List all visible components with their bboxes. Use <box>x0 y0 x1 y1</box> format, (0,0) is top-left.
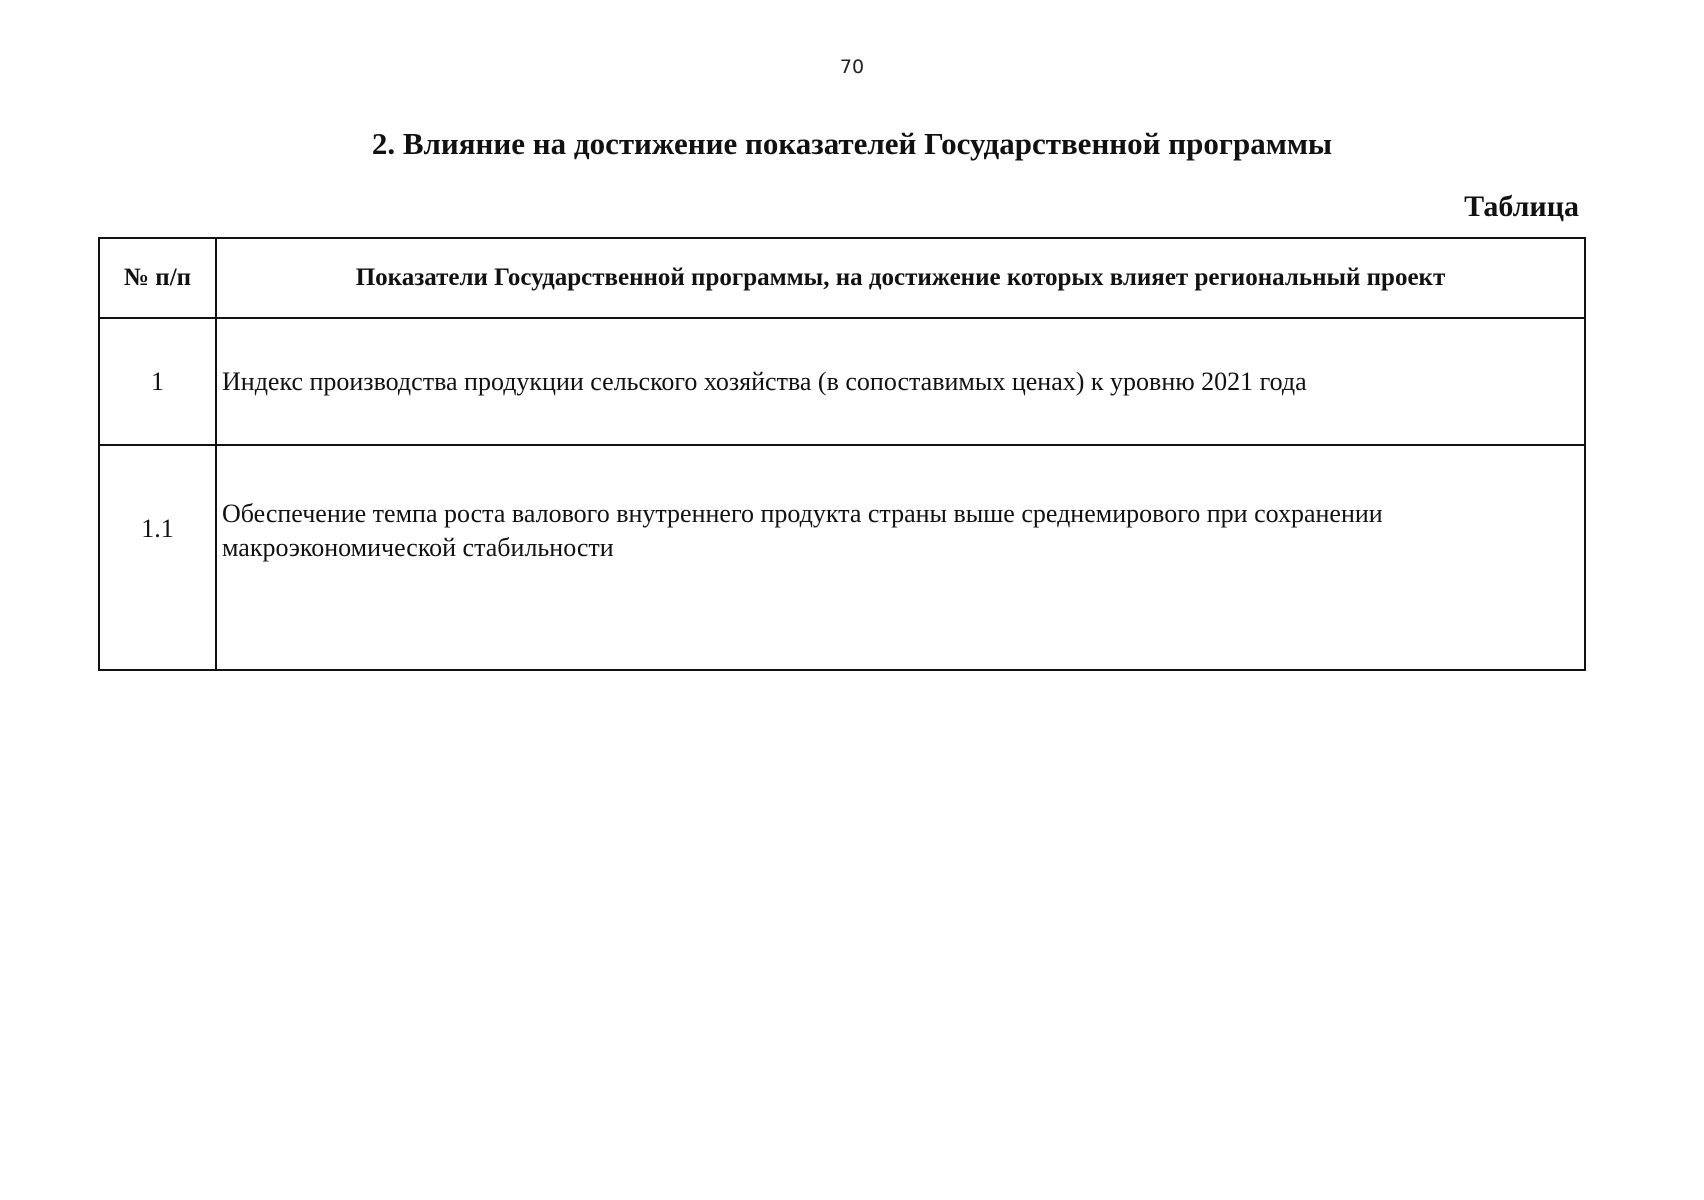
header-indicator: Показатели Государственной программы, на достижение которых влияет региональный проект <box>216 238 1585 318</box>
row-number: 1.1 <box>99 445 216 670</box>
header-number: № п/п <box>99 238 216 318</box>
section-title: 2. Влияние на достижение показателей Государственной программы <box>371 126 1333 161</box>
indicators-table <box>98 237 1586 671</box>
table-row <box>99 318 1585 445</box>
row-number: 1 <box>99 318 216 445</box>
table-header-row <box>99 238 1585 318</box>
table-row <box>99 445 1585 670</box>
page-number: 70 <box>839 56 865 78</box>
table-caption: Таблица <box>1464 190 1579 223</box>
row-indicator: Индекс производства продукции сельского хозяйства (в сопоставимых ценах) к уровню 2021 года <box>216 318 1585 445</box>
row-indicator: Обеспечение темпа роста валового внутреннего продукта страны выше среднемирового при сохранении макроэкономической стабильности <box>216 445 1585 670</box>
